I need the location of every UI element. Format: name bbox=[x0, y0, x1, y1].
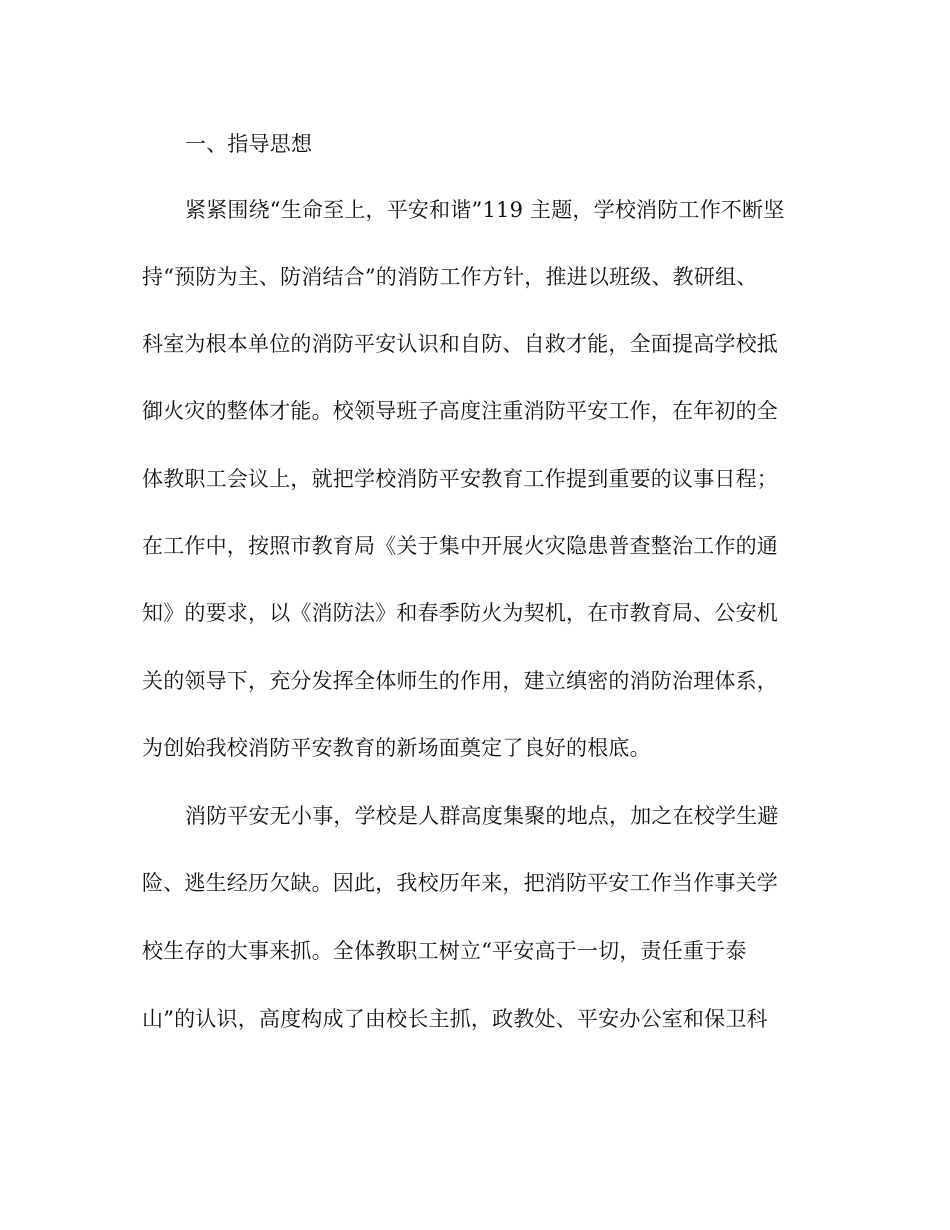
paragraph-line: 关的领导下，充分发挥全体师生的作用，建立缜密的消防治理体系， bbox=[142, 669, 778, 693]
paragraph-line: 消防平安无小事，学校是人群高度集聚的地点，加之在校学生避 bbox=[185, 804, 779, 828]
paragraph-line: 山”的认识，高度构成了由校长主抓，政教处、平安办公室和保卫科 bbox=[142, 1007, 768, 1031]
paragraph-line: 紧紧围绕“生命至上，平安和谐”119 主题，学校消防工作不断坚 bbox=[185, 198, 785, 222]
paragraph-line: 知》的要求，以《消防法》和春季防火为契机，在市教育局、公安机 bbox=[142, 601, 778, 625]
paragraph-line: 体教职工会议上，就把学校消防平安教育工作提到重要的议事日程； bbox=[142, 467, 778, 491]
paragraph-line: 科室为根本单位的消防平安认识和自防、自救才能，全面提高学校抵 bbox=[142, 332, 778, 356]
paragraph-line: 在工作中，按照市教育局《关于集中开展火灾隐患普查整治工作的通 bbox=[142, 534, 778, 558]
paragraph-line: 御火灾的整体才能。校领导班子高度注重消防平安工作，在年初的全 bbox=[142, 399, 778, 423]
paragraph-line: 险、逃生经历欠缺。因此，我校历年来，把消防平安工作当作事关学 bbox=[142, 871, 778, 895]
paragraph-line: 持“预防为主、防消结合”的消防工作方针，推进以班级、教研组、 bbox=[142, 265, 758, 289]
paragraph-line: 校生存的大事来抓。全体教职工树立“平安高于一切，责任重于泰 bbox=[142, 939, 747, 963]
section-heading: 一、指导思想 bbox=[185, 132, 313, 156]
paragraph-line: 为创始我校消防平安教育的新场面奠定了良好的根底。 bbox=[142, 736, 651, 760]
